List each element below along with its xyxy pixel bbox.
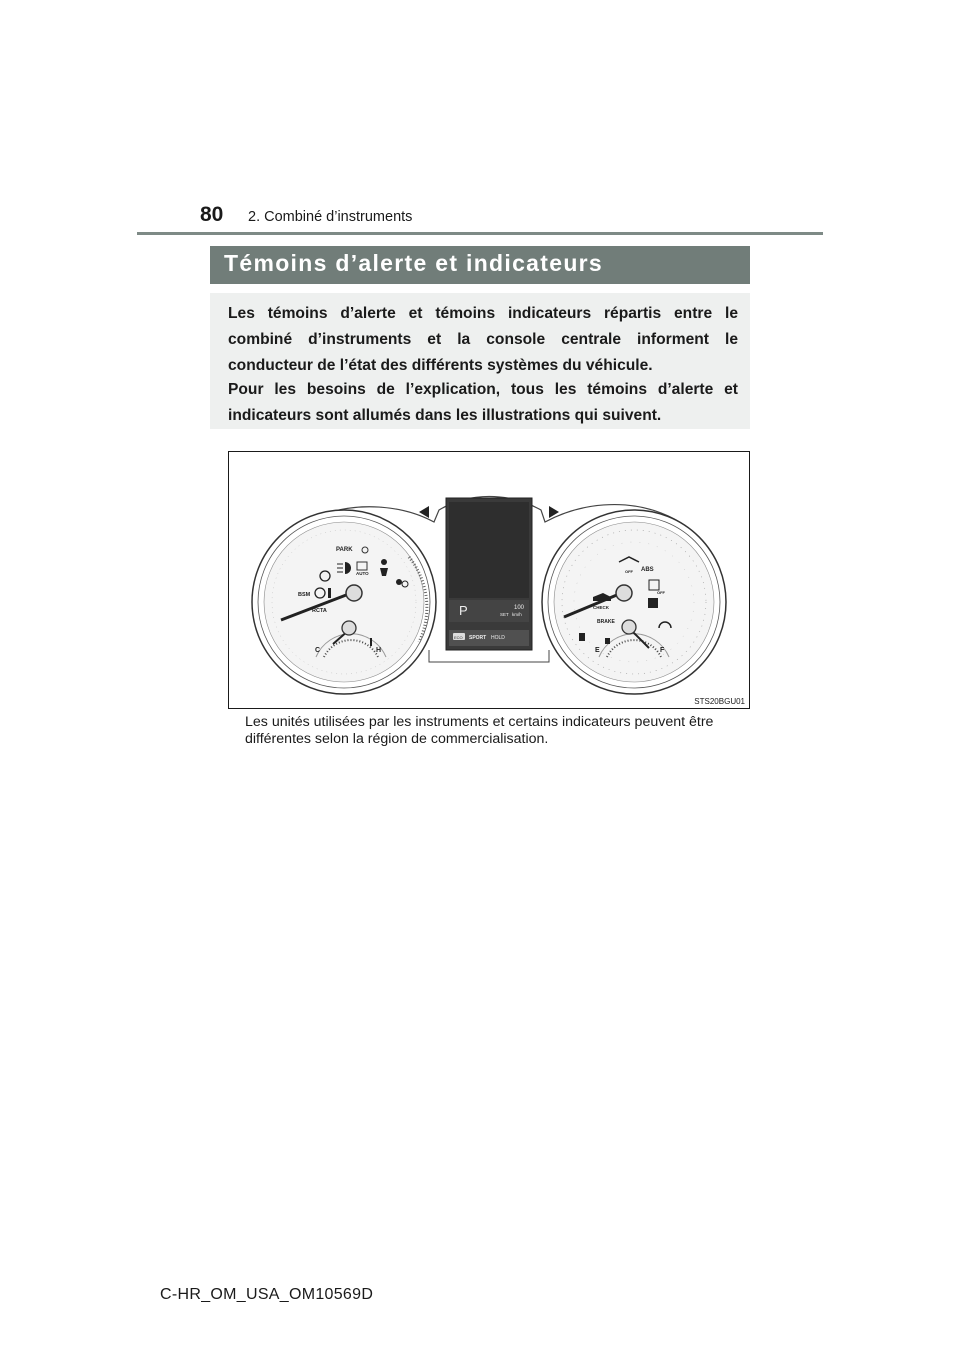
eco-label: ECO xyxy=(454,635,463,640)
intro-paragraph-1: Les témoins d’alerte et témoins indicateurs répartis entre le combiné d’instruments et la console centrale informent le conducteur de l’état des différents systèmes du véhicule. xyxy=(228,305,738,374)
sport-label: SPORT xyxy=(469,635,487,641)
intro-box xyxy=(210,293,750,429)
page-number: 80 xyxy=(200,203,224,226)
tachometer-gauge xyxy=(252,510,436,694)
instrument-cluster-figure xyxy=(228,451,750,709)
speedometer-gauge xyxy=(542,510,726,694)
coolant-temp-icon xyxy=(370,638,372,646)
cold-label: C xyxy=(315,647,321,654)
park-label: PARK xyxy=(336,547,353,553)
figure-code: STS20BGU01 xyxy=(694,697,745,706)
fuel-door-icon xyxy=(605,638,610,644)
vsc-off-icon xyxy=(648,598,658,608)
instrument-cluster-illustration xyxy=(229,452,749,708)
empty-label: E xyxy=(595,647,600,654)
check-label: CHECK xyxy=(593,605,610,610)
rcta-label: RCTA xyxy=(312,608,327,614)
kmh-label: km/h xyxy=(512,612,522,617)
low-fuel-icon xyxy=(579,633,585,641)
off-label-1: OFF xyxy=(625,569,633,574)
hot-label: H xyxy=(376,647,382,654)
header-rule xyxy=(137,232,823,235)
intro-paragraph-2: Pour les besoins de l’explication, tous les témoins d’alerte et indicateurs sont allumés dans les illustrations qui suivent. xyxy=(228,381,738,424)
set-label: SET xyxy=(500,612,509,617)
title-bar xyxy=(210,246,750,284)
abs-label: ABS xyxy=(641,567,654,573)
brake-label: BRAKE xyxy=(597,619,615,625)
figure-caption: Les unités utilisées par les instruments et certains indicateurs peuvent être différentes selon la région de commercialisation. xyxy=(245,714,714,747)
page-title: Témoins d’alerte et indicateurs xyxy=(224,250,604,276)
section-title: 2. Combiné d’instruments xyxy=(248,209,413,225)
document-id: C-HR_OM_USA_OM10569D xyxy=(160,1286,374,1303)
full-label: F xyxy=(660,647,665,654)
multi-information-display xyxy=(419,498,559,650)
gear-indicator: P xyxy=(459,603,468,618)
cruise-speed: 100 xyxy=(514,605,525,611)
bsm-label: BSM xyxy=(298,592,311,598)
off-label-2: OFF xyxy=(657,590,665,595)
auto-label: AUTO xyxy=(356,571,369,576)
hold-label: HOLD xyxy=(491,635,505,641)
